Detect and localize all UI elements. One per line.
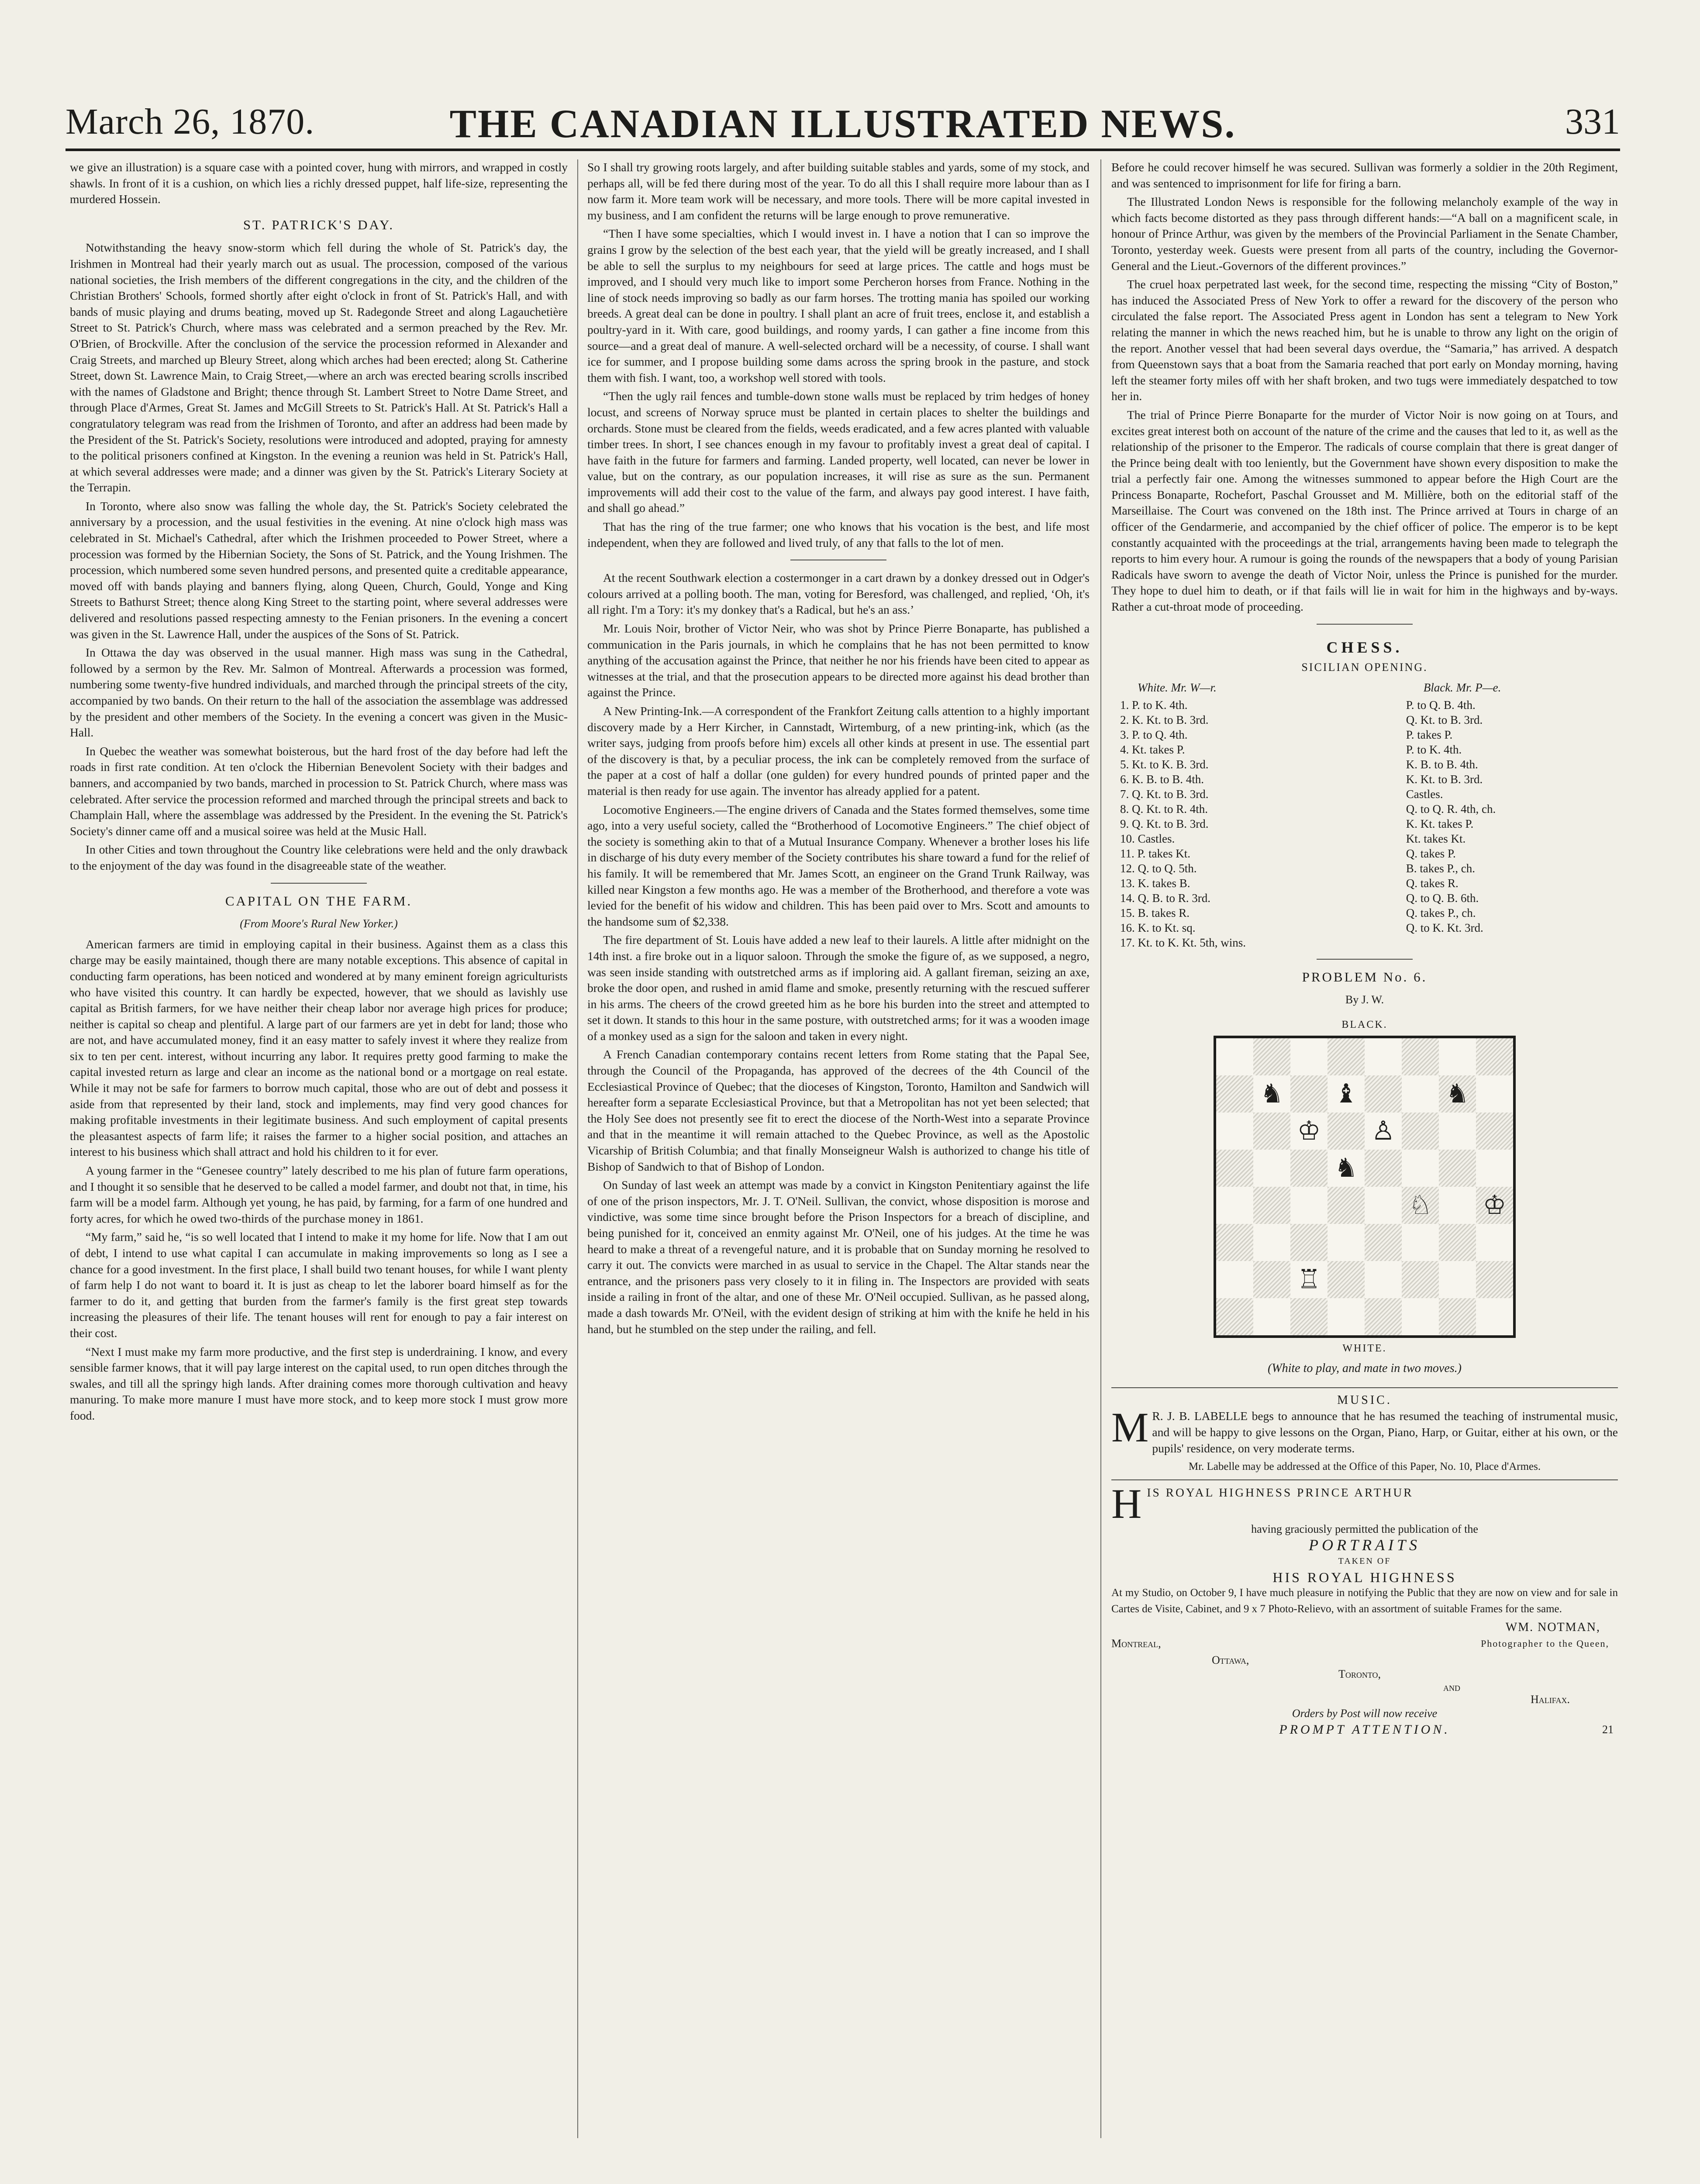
board-square [1216,1187,1253,1224]
dropcap: M [1111,1404,1149,1451]
board-square [1253,1075,1290,1113]
section-rule [271,883,367,884]
board-square [1476,1224,1513,1261]
column-3 [1111,159,1618,2169]
column-1 [70,159,568,2169]
chess-piece-icon: ♔ [1483,1191,1507,1220]
move-number: 17. [1120,936,1135,949]
white-move-text: P. to K. 4th. [1132,698,1188,712]
ad-line: IS ROYAL HIGHNESS PRINCE ARTHUR [1147,1485,1414,1499]
board-square [1439,1113,1476,1150]
move-row [1111,742,1618,757]
news-item: A French Canadian contemporary contains recent letters from Rome stating that the Papal See, through the Council of the Propaganda, has approved of the decrees of the 4th Council of the Ecclesiastical Province of Quebec; that the dioceses of Kingston, Toronto, Hamilton and Sandwich will hereafter form a separate Ecclesiastical Province, but that a Metropolitan has not yet been selected; that the Holy See does not presently see fit to erect the diocese of the North-West into a separate Province and that in the meantime it will remain attached to the Quebec Province, as well as the Apostolic Vicarship of British Columbia; and that finally Monseigneur Walsh is authorized to change his title of Bishop of Sandwich to that of Bishop of London. [587,1047,1090,1173]
black-move: Q. takes P., ch. [1406,906,1476,919]
white-move [1111,772,1397,787]
board-square [1253,1261,1290,1298]
white-move-text: K. Kt. to B. 3rd. [1132,713,1209,726]
problem-author: By J. W. [1345,993,1384,1006]
black-move: Q. Kt. to B. 3rd. [1406,713,1483,726]
chess-piece-icon: ♔ [1297,1116,1321,1146]
black-move [1397,935,1618,950]
move-row [1111,787,1618,802]
board-square [1402,1261,1439,1298]
move-row [1111,757,1618,772]
white-move [1111,891,1397,905]
white-move-text: B. takes R. [1138,906,1190,919]
board-square [1402,1298,1439,1335]
black-move: P. takes P. [1406,728,1453,741]
move-number: 15. [1120,906,1135,919]
chess-heading: CHESS. [1326,638,1403,656]
board-square [1290,1298,1328,1335]
problem-title: PROBLEM No. 6. [1302,969,1428,985]
white-move [1111,935,1397,950]
news-item: The trial of Prince Pierre Bonaparte for the murder of Victor Noir is now going on at Tours, and excites great interest both on account of the nature of the crime and the causes that led to it, as well as the relationship of the prisoner to the Emperor. The radicals of course complain that there is great danger of the Prince being dealt with too leniently, but the Government have shown every disposition to make the trial a perfectly fair one. Among the witnesses summoned to appear before the High Court are the Princess Bonaparte, Rochefort, Paschal Grousset and M. Millière, both on the editorial staff of the Marseillaise. The Court was convened on the 18th inst. The Prince arrived at Tours in charge of an officer of the Gendarmerie, and accompanied by the chief officer of police. The emperor is to be kept constantly acquainted with the proceedings at the trial, arrangements having been made to telegraph the reports to him every hour. A rumour is going the rounds of the newspapers that a body of young Parisian Radicals have sworn to avenge the death of Victor Noir, unless the Prince is punished for the murder. They hope to duel him to death, or if that fails will lie in wait for him in the highways and by-ways. Rather a cut-throat mode of proceeding. [1111,408,1618,614]
black-move: K. Kt. takes P. [1406,817,1474,830]
board-square [1439,1261,1476,1298]
white-move [1111,712,1397,727]
black-move: Q. takes P. [1406,847,1456,860]
news-item: The cruel hoax perpetrated last week, for the second time, respecting the missing “City of Boston,” has induced the Associated Press of New York to offer a reward for the discovery of the person who circulated the false report. The Associated Press agent in London has sent a telegram to New York relating the manner in which the news reached him, but he is unable to throw any light on the origin of the report. Another vessel that had been several days overdue, the “Samaria,” has arrived. A despatch from Queenstown says that a boat from the Samaria reached that port early on Monday morning, having left the steamer forty miles off with her shaft broken, and two tugs were immediately despatched to tow her in. [1111,277,1618,403]
move-number: 7. [1120,787,1129,801]
white-move [1111,742,1397,757]
white-move [1111,816,1397,831]
board-square [1476,1298,1513,1335]
move-row [1111,698,1618,712]
chess-opening: SICILIAN OPENING. [1301,661,1428,674]
board-square [1253,1187,1290,1224]
problem-instruction: (White to play, and mate in two moves.) [1267,1362,1462,1375]
move-row [1111,891,1618,905]
black-player: Black. Mr. P—e. [1423,681,1501,694]
ad-signature-title: Photographer to the Queen, [1481,1638,1609,1649]
article-paragraph: “Then the ugly rail fences and tumble-down stone walls must be replaced by trim hedges of honey locust, and screens of Norway spruce must be planted in certain places to shelter the buildings and orchards. Stone must be cleared from the fields, weeds eradicated, and a few acres planted with valuable timber trees. In short, I see chances enough in my favour to profitably invest a great deal of capital. I have faith in the future for farmers and farming. Landed property, well located, can never be lower in value, but on the contrary, as our population increases, it will rise as sure as the sun. Permanent improvements will add their cost to the value of the farm, and always pay good interest. I have faith, and shall go ahead.” [587,389,1090,515]
section-rule [1317,959,1413,960]
article-heading: ST. PATRICK'S DAY. [243,217,395,232]
board-square [1476,1038,1513,1075]
white-move-text: Q. B. to R. 3rd. [1138,891,1211,905]
chess-piece-icon: ♝ [1334,1079,1358,1109]
white-player: White. Mr. W—r. [1138,681,1217,694]
white-move-text: Q. to Q. 5th. [1138,861,1197,875]
moves-list [1111,698,1618,950]
move-row [1111,802,1618,816]
board-square [1290,1150,1328,1187]
article-heading: CAPITAL ON THE FARM. [225,893,413,909]
move-row [1111,905,1618,920]
page-number: 331 [1565,101,1620,142]
chess-piece-icon: ♖ [1297,1265,1321,1294]
black-move: P. to Q. B. 4th. [1406,698,1476,712]
board-square [1253,1224,1290,1261]
article-paragraph: “Next I must make my farm more productive, and the first step is underdraining. I know, and every sensible farmer knows, that it will pay large interest on the capital used, to run open ditches through the swales, and till all the springy high lands. After draining comes more thorough cultivation and heavy manuring. To make more manure I must have more stock, and to keep more stock I must grow more food. [70,1344,568,1422]
white-move-text: Kt. takes P. [1132,743,1185,756]
column-2 [587,159,1090,2169]
column-divider [577,159,578,2138]
board-square [1476,1075,1513,1113]
article-paragraph: “Then I have some specialties, which I would invest in. I have a notion that I can so improve the grains I grow by the selection of the best each year, that the yield will be greatly increased, and I shall be able to sell the surplus to my neighbours for seed at large prices. The cattle and hogs must be improved, and I should very much like to import some Percheron horses from France. Nothing in the line of stock needs improving so badly as our farm horses. The trotting mania has spoiled our working breeds. A great deal can be done in poultry. I shall plant an acre of fruit trees, enclose it, and establish a poultry-yard in it. With care, good buildings, and roomy yards, I can gather a fine income from this source—and a great deal of manure. A well-selected orchard will be a necessity, of course. I shall want ice for summer, and I propose building some dams across the spring brook in the pasture, and stock them with fish. I want, too, a workshop well stored with tools. [587,227,1090,384]
board-square [1402,1038,1439,1075]
white-move-text: Q. Kt. to R. 4th. [1132,802,1208,816]
board-square [1439,1038,1476,1075]
board-square [1365,1150,1402,1187]
article-paragraph: That has the ring of the true farmer; one who knows that his vocation is the best, and life most independent, when they are followed and lived truly, of any that falls to the lot of men. [587,520,1090,549]
news-item: Locomotive Engineers.—The engine drivers of Canada and the States formed themselves, some time ago, into a very useful society, called the “Brotherhood of Locomotive Engineers.” The chief object of the society is something akin to that of a Mutual Insurance Company. Whenever a brother loses his life in discharge of his duty every member of the Society contributes his share toward a fund for the relief of his family. It will be remembered that Mr. James Scott, an engineer on the Grand Trunk Railway, was killed near Kingston a few months ago. He was a member of the Brotherhood, and therefore a vote was levied for the benefit of his widow and children. This has been paid over to Mrs. Scott and amounts to the handsome sum of $2,338. [587,802,1090,928]
white-move-text: K. B. to B. 4th. [1132,772,1204,786]
news-item: On Sunday of last week an attempt was made by a convict in Kingston Penitentiary against the life of one of the prison inspectors, Mr. J. T. O'Neil. Sullivan, the convict, whose disposition is morose and vindictive, was some time since brought before the Prison Inspectors for a breach of discipline, and being punished for it, conceived an enmity against Mr. O'Neil, one of his judges. At the time he was heard to make a threat of a revengeful nature, and it is probable that on Sunday morning he resolved to carry it out. The convicts were marched in as usual to service in the Chapel. The Altar stands near the entrance, and the prisoners pass very closely to it in filing in. The Inspectors are provided with seats inside a railing in front of the altar, and one of these Mr. O'Neil occupied. Sullivan, as he passed along, made a dash towards Mr. O'Neil, with the evident design of striking at him with the knife he held in his hand, but he stumbled on the step under the railing, and fell. [587,1178,1090,1336]
board-square [1365,1038,1402,1075]
move-number: 16. [1120,921,1135,934]
masthead [66,100,1620,149]
board-square [1290,1261,1328,1298]
white-move-text: Kt. to K. B. 3rd. [1132,757,1209,771]
article-paragraph: So I shall try growing roots largely, and after building suitable stables and yards, some of my stock, and perhaps all, will be fed there during most of the year. To do all this I shall require more labour than as I now farm it. More team work will be necessary, and more tools. There will be more capital invested in my business, and I am confident the returns will be large enough to prove remunerative. [587,160,1090,222]
newspaper-title: THE CANADIAN ILLUSTRATED NEWS. [449,101,1236,146]
white-move-text: Q. Kt. to B. 3rd. [1132,817,1209,830]
board-square [1476,1113,1513,1150]
board-square [1402,1113,1439,1150]
black-move: Q. to Q. B. 6th. [1406,891,1479,905]
black-move: K. B. to B. 4th. [1406,757,1478,771]
move-row [1111,935,1618,950]
black-move: B. takes P., ch. [1406,861,1475,875]
board-square [1365,1224,1402,1261]
black-move: P. to K. 4th. [1406,743,1462,756]
white-move-text: K. takes B. [1138,876,1190,890]
board-square [1290,1113,1328,1150]
move-number: 12. [1120,861,1135,875]
board-square [1365,1298,1402,1335]
news-item: The fire department of St. Louis have added a new leaf to their laurels. A little after midnight on the 14th inst. a fire broke out in a liquor saloon. Through the smoke the figure of, as we supposed, a negro, was seen inside standing with outstretched arms as if imploring aid. A gallant fireman, seizing an axe, broke the door open, and rushed in amid flame and smoke, presently returning with the rescued sufferer in his arms. The cheers of the crowd greeted him as he bore his burden into the street and attempted to set it down. It stands to this hour in the same posture, with outstretched arms; for it was a wooden image of a monkey used as a sign for the saloon and taken in every night. [587,933,1090,1043]
city-halifax: Halifax. [1531,1693,1570,1706]
article-paragraph: In Toronto, where also snow was falling the whole day, the St. Patrick's Society celebrated the anniversary by a procession, and the usual festivities in the evening. At nine o'clock high mass was celebrated in St. Michael's Cathedral, after which the Irishmen proceeded to Power Street, where a procession was formed by the Hibernian Society, the Sons of St. Patrick, and the Young Irishmen. The procession, which numbered some seven hundred persons, and presented quite a creditable appearance, moved off with bands playing and banners flying, along Queen, Church, Gould, Yonge and King Streets to Bathurst Street; thence along King Street to the starting point, where several addresses were delivered and resolutions passed respecting amnesty to the Fenian prisoners. In the evening a concert was given in the St. Lawrence Hall, under the auspices of the Sons of St. Patrick. [70,499,568,641]
ad-prompt-attention: PROMPT ATTENTION. [1279,1722,1450,1737]
music-ad-address: Mr. Labelle may be addressed at the Office of this Paper, No. 10, Place d'Armes. [1188,1461,1541,1473]
white-move [1111,876,1397,891]
board-square [1439,1150,1476,1187]
board-square [1290,1224,1328,1261]
ad-cities [1111,1636,1618,1706]
move-row [1111,772,1618,787]
white-move-text: P. takes Kt. [1137,847,1190,860]
board-square [1253,1038,1290,1075]
news-item: A New Printing-Ink.—A correspondent of the Frankfort Zeitung calls attention to a highly important discovery made by a Herr Kircher, in Cannstadt, Wirtemburg, of a new printing-ink, which (as the writer says, judging from proofs before him) excels all other kinds at present in use. The essential part of the discovery is that, by a peculiar process, the ink can be completely removed from the surface of the paper at a cost of half a dollar (one gulden) for every hundred pounds of printed paper and the material is then ready for use again. The inventor has already applied for a patent. [587,704,1090,798]
ad-number: 21 [1602,1723,1614,1736]
ad-highness: HIS ROYAL HIGHNESS [1272,1569,1457,1585]
move-row [1111,861,1618,876]
black-move: Q. takes R. [1406,876,1459,890]
chess-board [1214,1036,1516,1338]
black-move: Castles. [1406,787,1443,801]
board-square [1290,1075,1328,1113]
white-move [1111,787,1397,802]
white-move [1111,727,1397,742]
black-move: K. Kt. to B. 3rd. [1406,772,1483,786]
board-square [1328,1150,1365,1187]
move-number: 3. [1120,728,1129,741]
board-square [1402,1224,1439,1261]
section-rule [1111,1387,1618,1388]
move-row [1111,712,1618,727]
board-square [1328,1298,1365,1335]
black-move: Q. to Q. R. 4th, ch. [1406,802,1496,816]
issue-date: March 26, 1870. [66,101,315,142]
board-square [1216,1113,1253,1150]
board-square [1216,1261,1253,1298]
dropcap: H [1111,1480,1144,1527]
music-advertisement [1111,1404,1618,1456]
article-paragraph: In other Cities and town throughout the Country like celebrations were held and the only drawback to the enjoyment of the day was found in the disagreeable state of the weather. [70,843,568,872]
board-square [1328,1187,1365,1224]
board-square [1216,1075,1253,1113]
article-paragraph: In Quebec the weather was somewhat boisterous, but the hard frost of the day before had left the roads in first rate condition. At ten o'clock the Hibernian Benevolent Society with their badges and banners, and accompanied by two bands, marched in procession to St. Patrick Church, where mass was celebrated. After service the procession reformed and marched through the principal streets and back to Champlain Hall, where the assemblage was addressed by the President. In the evening the St. Patrick's Society's dinner came off and a musical soiree was held at the Music Hall. [70,744,568,838]
ad-line: having graciously permitted the publication of the [1251,1522,1478,1535]
board-square [1476,1150,1513,1187]
board-square [1439,1224,1476,1261]
board-square [1328,1261,1365,1298]
board-square [1216,1150,1253,1187]
white-move-text: P. to Q. 4th. [1132,728,1188,741]
article-paragraph: American farmers are timid in employing capital in their business. Against them as a class this charge may be easily maintained, though there are many notable exceptions. This absence of capital in conducting farm operations, has been noticed and wondered at by many eminent foreign agriculturists who have visited this country. It can hardly be expected, however, that we should as lavishly use capital as British farmers, for we have neither their cheap labor nor average high prices for produce; neither is capital so cheap and plentiful. A large part of our farmers are yet in debt for land; those who are not, and have accumulated money, find it an easy matter to safely invest it where they realize from six to ten per cent. interest, without incurring any labor. It requires pretty good farming to make the capital invested return as large and clear an income as the national bond or a mortgage on real estate. While it may not be safe for farmers to borrow much capital, those who are out of debt and possess it aside from that represented by their land, stock and implements, may find very good chances for making profitable investments in their legitimate business. And such employment of capital presents the pleasantest aspects of farm life; it raises the farmer to a higher social position, and attaches an interest to his business which shall attract and hold his children to it for ever. [70,937,568,1159]
board-square [1216,1224,1253,1261]
news-item: The Illustrated London News is responsible for the following melancholy example of the way in which facts become distorted as they pass through different hands:—“A ball on a magnificent scale, in honour of Prince Arthur, was given by the members of the Provincial Parliament in the Senate Chamber, Toronto, yesterday week. Guests were present from all parts of the country, including the Governor-General and the Lieut.-Governors of the different provinces.” [1111,195,1618,273]
masthead-rule [66,149,1620,151]
move-row [1111,727,1618,742]
news-item: At the recent Southwark election a costermonger in a cart drawn by a donkey dressed out in Odger's colours arrived at a polling booth. The man, voting for Beresford, was challenged, and replied, ‘Oh, it's all right. I'm a Tory: it's my donkey that's a Radical, but he's an ass.’ [587,571,1090,617]
board-square [1253,1113,1290,1150]
white-move-text: Q. Kt. to B. 3rd. [1132,787,1209,801]
ad-and: and [1443,1680,1460,1693]
music-ad-text: R. J. B. LABELLE begs to announce that he has resumed the teaching of instrumental music, and will be happy to give lessons on the Organ, Piano, Harp, or Guitar, either at his own, or the pupils' residence, on very moderate terms. [1152,1409,1618,1455]
board-square [1290,1187,1328,1224]
board-square [1253,1298,1290,1335]
white-move [1111,698,1397,712]
white-move [1111,757,1397,772]
board-square [1216,1038,1253,1075]
news-item: Before he could recover himself he was secured. Sullivan was formerly a soldier in the 20th Regiment, and was sentenced to imprisonment for life for firing a barn. [1111,160,1618,190]
ad-portraits: PORTRAITS [1309,1536,1421,1554]
white-label: WHITE. [1342,1342,1387,1354]
board-square [1402,1075,1439,1113]
board-square [1402,1150,1439,1187]
notman-advertisement [1111,1480,1618,1527]
board-square [1328,1075,1365,1113]
move-number: 14. [1120,891,1135,905]
white-move [1111,831,1397,846]
move-number: 11. [1120,847,1134,860]
chess-game-moves [1111,680,1618,950]
chess-diagram [1212,1017,1517,1356]
board-square [1365,1075,1402,1113]
board-square [1402,1187,1439,1224]
move-row [1111,846,1618,861]
city-toronto: Toronto, [1338,1667,1381,1680]
move-number: 13. [1120,876,1135,890]
move-row [1111,816,1618,831]
board-square [1476,1187,1513,1224]
ad-signature: WM. NOTMAN, [1505,1621,1600,1635]
move-row [1111,831,1618,846]
article-paragraph: In Ottawa the day was observed in the usual manner. High mass was sung in the Cathedral, followed by a sermon by the Rev. Mr. Salmon of Montreal. Afterwards a procession was formed, numbering some twenty-five hundred individuals, and marched through the principal streets of the city, accompanied by two bands. On their return to the hall of the association the assemblage was addressed by the president and other members of the Society. In the evening a concert was given in the Music-Hall. [70,646,568,740]
white-move-text: K. to Kt. sq. [1138,921,1196,934]
board-square [1290,1038,1328,1075]
move-number: 9. [1120,817,1129,830]
white-move [1111,905,1397,920]
white-move [1111,802,1397,816]
board-square [1328,1113,1365,1150]
move-row [1111,920,1618,935]
news-item: Mr. Louis Noir, brother of Victor Neir, who was shot by Prince Pierre Bonaparte, has published a communication in the Paris journals, in which he complains that he has not been permitted to know anything of the accusation against the Prince, that neither he nor his friends have been cited to appear as witnesses at the trial, and that the prosecution appears to be directed more against his dead brother than against the Prince. [587,622,1090,699]
move-row [1111,876,1618,891]
ad-line: TAKEN OF [1338,1556,1391,1566]
article-paragraph: A young farmer in the “Genesee country” lately described to me his plan of future farm operations, and I thought it so sensible that he deserved to be called a model farmer, and doubt not that, in time, his farm will be a model farm. Although yet young, he has paid, by farming, for a farm of one hundred and forty acres, for which he owed two-thirds of the purchase money in 1861. [70,1164,568,1225]
article-paragraph: Notwithstanding the heavy snow-storm which fell during the whole of St. Patrick's day, the Irishmen in Montreal had their yearly march out as usual. The procession, composed of the various national societies, the Irish members of the different congregations in the city, and the children of the Christian Brothers' Schools, formed shortly after eight o'clock in front of St. Patrick's Hall, and with bands of music playing and drums beating, moved up St. Radegonde Street and along Lagauchetière Street to St. Patrick's Church, where mass was celebrated and a sermon preached by the Rev. Mr. O'Brien, of Brockville. After the conclusion of the service the procession reformed in Alexander and Craig Streets, and marched up Bleury Street, along which arches had been erected; along St. Catherine Street, down St. Lawrence Main, to Craig Street,—where an arch was erected bearing scrolls inscribed with the names of Gladstone and Bright; thence through St. Lambert Street to Notre Dame Street, and through Place d'Armes, Great St. James and McGill Streets to St. Patrick's Hall. At St. Patrick's Hall a congratulatory telegram was read from the Irishmen of Toronto, and after an address had been made by the President of the St. Patrick's Society, resolutions were introduced and adopted, praying for amnesty to the political prisoners confined at Kingston. In the evening a reunion was held in St. Patrick's Hall, at which several addresses were made; and a dinner was given by the St. Patrick's Literary Society at the Terrapin. [70,241,568,494]
city-montreal: Montreal, [1111,1637,1161,1650]
board-square [1365,1187,1402,1224]
white-move [1111,920,1397,935]
chess-piece-icon: ♙ [1371,1116,1395,1146]
chess-piece-icon: ♞ [1260,1079,1284,1109]
move-number: 5. [1120,757,1129,771]
chess-piece-icon: ♞ [1334,1154,1358,1183]
white-move-text: Kt. to K. Kt. 5th, wins. [1138,936,1246,949]
article-source: (From Moore's Rural New Yorker.) [240,917,398,930]
move-number: 8. [1120,802,1129,816]
black-move: Kt. takes Kt. [1406,832,1466,845]
move-number: 2. [1120,713,1129,726]
board-square [1253,1150,1290,1187]
board-square [1216,1298,1253,1335]
ad-orders: Orders by Post will now receive [1292,1707,1438,1720]
board-square [1439,1187,1476,1224]
board-square [1439,1075,1476,1113]
column-divider [1100,159,1101,2138]
section-rule [1111,1479,1618,1480]
move-number: 4. [1120,743,1129,756]
board-square [1365,1261,1402,1298]
board-square [1328,1224,1365,1261]
move-number: 6. [1120,772,1129,786]
chess-piece-icon: ♞ [1445,1079,1469,1109]
chess-piece-icon: ♘ [1408,1191,1432,1220]
white-move-text: Castles. [1138,832,1175,845]
move-number: 1. [1120,698,1129,712]
board-square [1439,1298,1476,1335]
city-ottawa: Ottawa, [1212,1653,1249,1666]
white-move [1111,861,1397,876]
black-label: BLACK. [1341,1019,1388,1030]
article-paragraph: “My farm,” said he, “is so well located that I intend to make it my home for life. Now that I am out of debt, I intend to use what capital I can accumulate in making improvements so long as I see a chance for a good investment. In the first place, I shall build two tenant houses, for while I want plenty of farm help I do not want to board it. It is just as cheap to let the laborer board himself as for the farmer to do it, and getting that burden from the farmer's family is the first great step towards increasing the pleasures of their life. The tenant houses will rent for enough to pay a fair interest on their cost. [70,1230,568,1340]
board-square [1328,1038,1365,1075]
article-paragraph: we give an illustration) is a square case with a pointed cover, hung with mirrors, and wrapped in costly shawls. In front of it is a cushion, on which lies a richly dressed puppet, half life-size, representing the murdered Hossein. [70,160,568,206]
ad-body: At my Studio, on October 9, I have much pleasure in notifying the Public that they are now on view and for sale in Cartes de Visite, Cabinet, and 9 x 7 Photo-Relievo, with an assortment of suitable Frames for the same. [1111,1587,1618,1615]
music-heading: MUSIC. [1337,1393,1392,1407]
board-square [1476,1261,1513,1298]
section-rule [1317,624,1413,625]
black-move: Q. to K. Kt. 3rd. [1406,921,1483,934]
move-number: 10. [1120,832,1135,845]
white-move [1111,846,1397,861]
board-square [1365,1113,1402,1150]
